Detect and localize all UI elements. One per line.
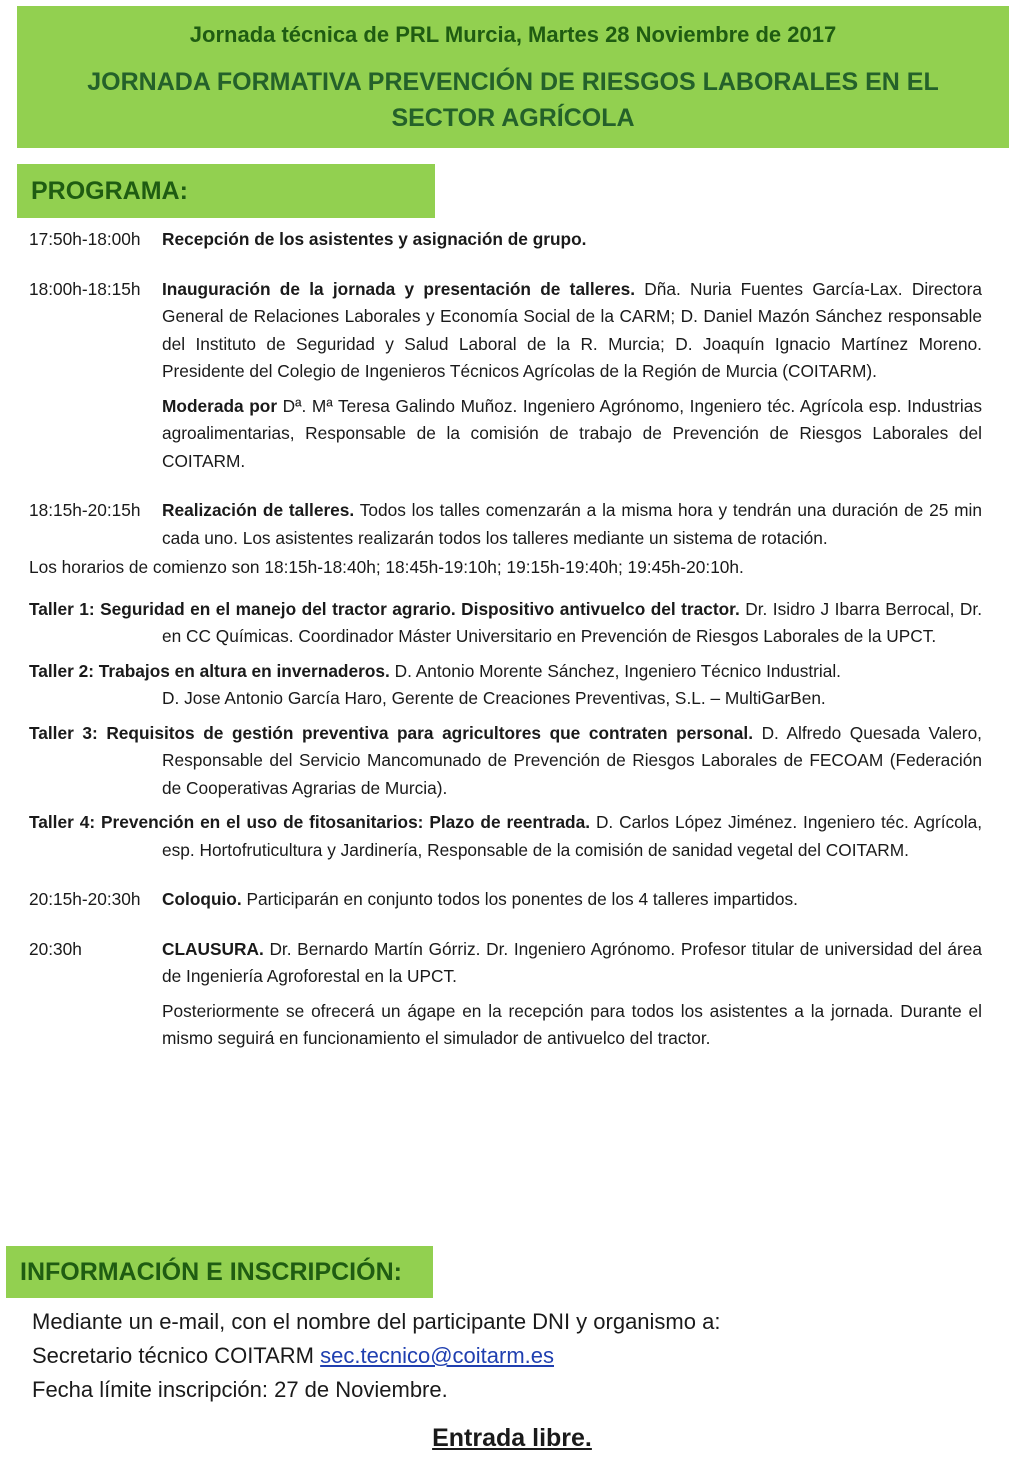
deadline-line: Fecha límite inscripción: 27 de Noviembre. <box>32 1377 448 1402</box>
schedule-entry-coloquio <box>29 886 982 914</box>
programa-heading: PROGRAMA: <box>17 164 435 218</box>
workshop-4 <box>29 809 982 864</box>
schedule-entry-workshops <box>29 497 982 552</box>
programa-body <box>29 226 982 1053</box>
workshop-start-times: Los horarios de comienzo son 18:15h-18:40h; 18:45h-19:10h; 19:15h-19:40h; 19:45h-20:10h. <box>29 557 744 577</box>
workshop-4-speaker: D. Carlos López Jiménez. Ingeniero téc. Agrícola, esp. Hortofruticultura y Jardinería, Responsable de la comisión de sanidad vegetal del COITARM. <box>162 812 983 860</box>
workshop-4-title: Taller 4: Prevención en el uso de fitosanitarios: Plazo de reentrada. <box>29 812 591 832</box>
workshop-2-speaker: D. Antonio Morente Sánchez, Ingeniero Técnico Industrial. <box>394 660 841 681</box>
moderator-paragraph <box>29 393 982 476</box>
entry-time: 18:15h-20:15h <box>29 500 141 520</box>
workshop-1 <box>29 596 982 651</box>
entry-title: Realización de talleres. <box>162 500 355 520</box>
free-entry: Entrada libre. <box>432 1424 592 1452</box>
entry-text: Dña. Nuria Fuentes García-Lax. Directora General de Relaciones Laborales y Economía Social de la CARM; D. Daniel Mazón Sánchez responsable del Instituto de Seguridad y Salud Laboral de la R. Murcia; D. Joaquín Ignacio Martínez Moreno. Presidente del Colegio de Ingenieros Técnicos Agrícolas de la Región de Murcia (COITARM). <box>162 278 982 381</box>
entry-time: 18:00h-18:15h <box>29 278 141 299</box>
email-link[interactable]: sec.tecnico@coitarm.es <box>320 1343 554 1368</box>
entry-text: Participarán en conjunto todos los ponentes de los 4 talleres impartidos. <box>246 889 798 909</box>
workshop-3-speaker: D. Alfredo Quesada Valero, Responsable del Servicio Mancomunado de Prevención de Riesgos Laborales de FECOAM (Federación de Cooperativas Agrarias de Murcia). <box>162 722 982 798</box>
workshop-3-title: Taller 3: Requisitos de gestión preventiva para agricultores que contraten personal. <box>29 722 753 743</box>
entry-text: Dr. Bernardo Martín Górriz. Dr. Ingeniero Agrónomo. Profesor titular de universidad del área de Ingeniería Agroforestal en la UPCT. <box>162 938 982 986</box>
event-title: JORNADA FORMATIVA PREVENCIÓN DE RIESGOS LABORALES EN EL SECTOR AGRÍCOLA <box>87 68 939 132</box>
entry-time: 20:15h-20:30h <box>29 889 141 909</box>
entry-time: 20:30h <box>29 938 82 959</box>
workshop-3 <box>29 720 982 803</box>
workshop-1-title: Taller 1: Seguridad en el manejo del tractor agrario. Dispositivo antivuelco del tractor. <box>29 598 740 619</box>
schedule-entry-clausura <box>29 936 982 991</box>
info-line-1: Mediante un e-mail, con el nombre del participante DNI y organismo a: <box>32 1309 721 1334</box>
moderator-label: Moderada por <box>162 395 278 416</box>
entry-time: 17:50h-18:00h <box>29 229 141 249</box>
header-banner <box>17 6 1009 148</box>
workshop-2 <box>29 658 982 686</box>
moderator-text: Dª. Mª Teresa Galindo Muñoz. Ingeniero Agrónomo, Ingeniero téc. Agrícola esp. Industrias agroalimentarias, Responsable de la comisión de trabajo de Prevención de Riesgos Laborales del COITARM. <box>162 395 982 471</box>
event-subtitle: Jornada técnica de PRL Murcia, Martes 28 Noviembre de 2017 <box>189 22 837 47</box>
info-line-2 <box>32 1339 992 1373</box>
workshop-1-speaker: Dr. Isidro J Ibarra Berrocal, Dr. en CC Químicas. Coordinador Máster Universitario en Prevención de Riesgos Laborales de la UPCT. <box>162 598 982 646</box>
schedule-entry-reception <box>29 226 982 254</box>
closing-note: Posteriormente se ofrecerá un ágape en la recepción para todos los asistentes a la jornada. Durante el mismo seguirá en funcionamiento el simulador de antivuelco del tractor. <box>162 1000 982 1048</box>
secretary-label: Secretario técnico COITARM <box>32 1343 315 1368</box>
entry-text: Todos los talles comenzarán a la misma hora y tendrán una duración de 25 min cada uno. Los asistentes realizarán todos los talleres mediante un sistema de rotación. <box>162 500 982 548</box>
entry-title: CLAUSURA. <box>162 938 264 959</box>
entry-title: Recepción de los asistentes y asignación de grupo. <box>162 229 587 249</box>
info-body <box>32 1305 992 1407</box>
info-heading: INFORMACIÓN E INSCRIPCIÓN: <box>6 1246 433 1298</box>
workshop-2-title: Taller 2: Trabajos en altura en invernaderos. <box>29 660 390 681</box>
schedule-entry-inauguration <box>29 276 982 386</box>
workshop-2-speaker-2: D. Jose Antonio García Haro, Gerente de Creaciones Preventivas, S.L. – MultiGarBen. <box>162 688 826 708</box>
entry-title: Coloquio. <box>162 889 242 909</box>
entry-title: Inauguración de la jornada y presentación de talleres. <box>162 278 636 299</box>
